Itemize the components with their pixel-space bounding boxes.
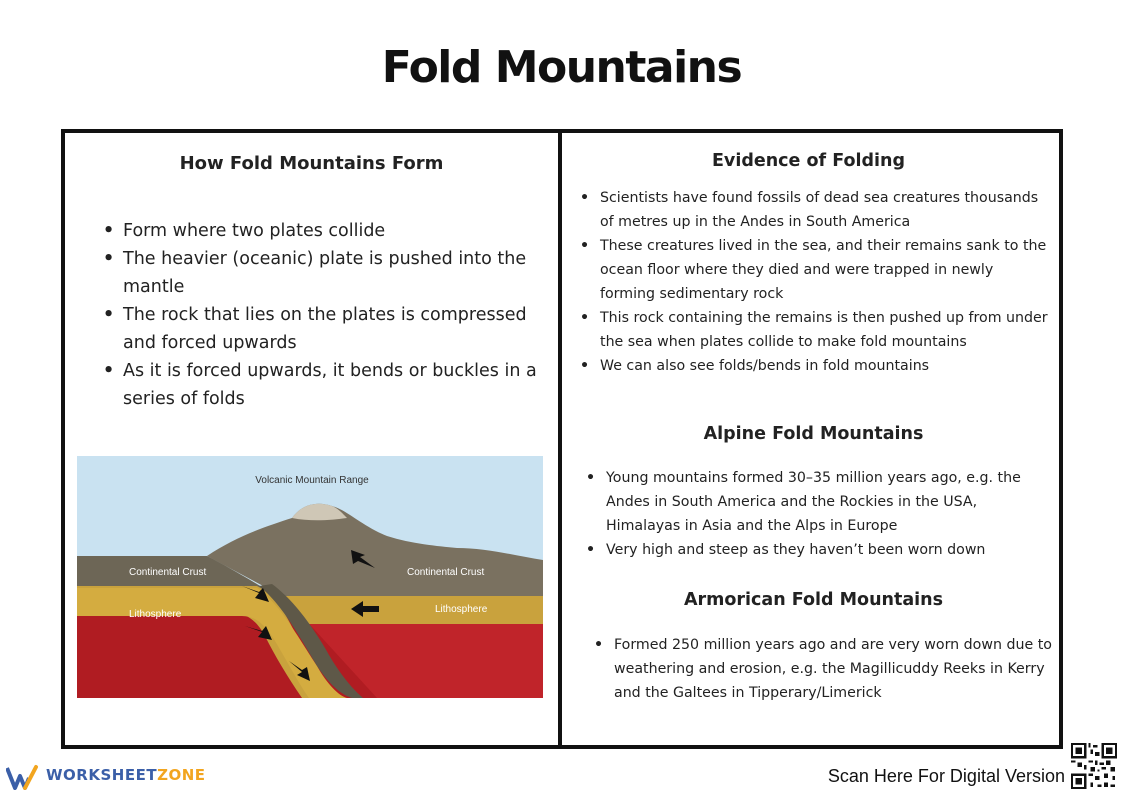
diagram-label-crust-left: Continental Crust	[129, 567, 207, 578]
list-item: • We can also see folds/bends in fold mountains	[578, 354, 1048, 378]
list-item: • As it is forced upwards, it bends or buckles in a series of folds	[101, 357, 549, 413]
list-item: • Very high and steep as they haven’t been worn down	[584, 538, 1054, 562]
list-item: • The heavier (oceanic) plate is pushed into the mantle	[101, 245, 549, 301]
scan-text: Scan Here For Digital Version	[827, 766, 1065, 786]
fold-mountain-diagram	[77, 456, 543, 698]
armorican-list	[592, 633, 1052, 705]
evidence-heading: Evidence of Folding	[711, 151, 906, 171]
page-title: Fold Mountains	[381, 42, 742, 93]
brand-part-1: WORKSHEET	[46, 766, 158, 784]
list-item: • Form where two plates collide	[101, 217, 549, 245]
diagram-label-litho-left: Lithosphere	[129, 609, 182, 620]
qr-code-icon[interactable]	[1071, 743, 1117, 789]
right-column	[562, 133, 1055, 745]
alpine-heading: Alpine Fold Mountains	[703, 424, 924, 444]
alpine-list	[584, 466, 1054, 562]
evidence-list	[578, 186, 1048, 378]
worksheet-zone-logo-icon	[6, 764, 42, 790]
brand-name	[46, 766, 206, 784]
list-item: • The rock that lies on the plates is compressed and forced upwards	[101, 301, 549, 357]
formation-list	[101, 217, 549, 413]
list-item: • Formed 250 million years ago and are very worn down due to weathering and erosion, e.g. the Magillicuddy Reeks in Kerry and the Galtees in Tipperary/Limerick	[592, 633, 1052, 705]
list-item: • These creatures lived in the sea, and their remains sank to the ocean floor where they died and were trapped in newly forming sedimentary rock	[578, 234, 1048, 306]
list-item: • Young mountains formed 30–35 million years ago, e.g. the Andes in South America and the Rockies in the USA, Himalayas in Asia and the Alps in Europe	[584, 466, 1054, 538]
list-item: • This rock containing the remains is then pushed up from under the sea when plates collide to make fold mountains	[578, 306, 1048, 354]
diagram-label-litho-right: Lithosphere	[435, 604, 488, 615]
list-item: • Scientists have found fossils of dead sea creatures thousands of metres up in the Andes in South America	[578, 186, 1048, 234]
armorican-heading: Armorican Fold Mountains	[683, 590, 944, 610]
diagram-label-mountain: Volcanic Mountain Range	[255, 475, 369, 486]
brand-part-2: ZONE	[157, 766, 206, 784]
formation-heading: How Fold Mountains Form	[179, 153, 444, 174]
diagram-label-crust-right: Continental Crust	[407, 567, 485, 578]
